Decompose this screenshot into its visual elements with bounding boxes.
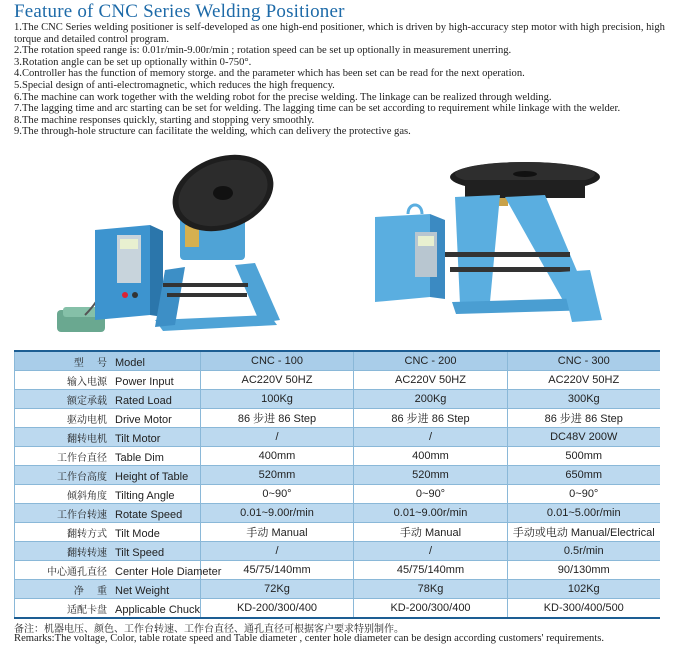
table-cell: 520mm	[201, 466, 354, 485]
table-cell: 0.01~9.00r/min	[201, 504, 354, 523]
table-cell: 520mm	[354, 466, 508, 485]
table-cell: AC220V 50HZ	[508, 371, 660, 390]
feature-item: 3.Rotation angle can be set up optionally within 0-750°.	[14, 56, 252, 68]
row-label-zh: 驱动电机	[67, 414, 107, 426]
row-label-en: Drive Motor	[115, 413, 172, 426]
feature-item: 7.The lagging time and arc starting can be set for welding. The lagging time can be set according to requirement while linkage with the welder.	[14, 103, 621, 115]
table-cell: /	[201, 542, 354, 561]
table-cell: 102Kg	[508, 580, 660, 599]
remarks-text: Remarks:The voltage, Color, table rotate speed and Table diameter , center hole diameter can be design according customers' requirements.	[14, 633, 605, 644]
table-cell: /	[354, 428, 508, 447]
row-label-en: Tilting Angle	[115, 489, 175, 502]
table-cell: 45/75/140mm	[354, 561, 508, 580]
feature-item: 1.The CNC Series welding positioner is self-developed as one high-end positioner, which is driven by high-accuracy step motor with high precision, high torque and detailed control program.	[14, 22, 665, 45]
note-chinese: 备注：机器电压、颜色、工作台转速、工作台直径、通孔直径可根据客户要求特别制作。	[14, 624, 404, 635]
row-label	[15, 523, 201, 542]
row-label	[15, 371, 201, 390]
row-label-en: Tilt Speed	[115, 546, 165, 559]
row-label	[15, 542, 201, 561]
row-label	[15, 580, 201, 599]
row-label-zh: 翻转转速	[67, 547, 107, 559]
table-cell: DC48V 200W	[508, 428, 660, 447]
table-cell: 500mm	[508, 447, 660, 466]
table-row	[15, 561, 660, 580]
row-label-en: Table Dim	[115, 451, 164, 464]
row-label	[15, 485, 201, 504]
row-label-en: Net Weight	[115, 584, 170, 597]
table-cell: 0~90°	[508, 485, 660, 504]
row-label	[15, 351, 201, 371]
table-row	[15, 447, 660, 466]
table-row	[15, 409, 660, 428]
table-cell: 400mm	[201, 447, 354, 466]
spec-table	[14, 350, 660, 619]
table-cell: 200Kg	[354, 390, 508, 409]
row-label-en: Rated Load	[115, 394, 172, 407]
row-label-zh: 工作台转速	[57, 509, 107, 521]
row-label-en: Center Hole Diameter	[115, 565, 222, 578]
table-cell: 45/75/140mm	[201, 561, 354, 580]
row-label-zh: 翻转电机	[67, 433, 107, 445]
row-label-zh: 工作台直径	[57, 452, 107, 464]
row-label-zh: 输入电源	[67, 376, 107, 388]
table-cell: 90/130mm	[508, 561, 660, 580]
row-label-en: Height of Table	[115, 470, 189, 483]
row-label	[15, 447, 201, 466]
positioner-image-left	[55, 155, 305, 350]
row-label-en: Tilt Mode	[115, 527, 160, 540]
table-cell: 86 步进 86 Step	[354, 409, 508, 428]
table-cell: 72Kg	[201, 580, 354, 599]
table-row	[15, 351, 660, 371]
table-cell: 0.01~9.00r/min	[354, 504, 508, 523]
table-cell: 0.5r/min	[508, 542, 660, 561]
row-label	[15, 390, 201, 409]
feature-item: 2.The rotation speed range is: 0.01r/min-9.00r/min ; rotation speed can be set up optionally in measurement unerring.	[14, 45, 512, 57]
row-label-zh: 中心通孔直径	[47, 566, 107, 578]
row-label	[15, 428, 201, 447]
table-cell: 650mm	[508, 466, 660, 485]
table-row	[15, 523, 660, 542]
table-row	[15, 466, 660, 485]
row-label-zh: 翻转方式	[67, 528, 107, 540]
table-cell: 400mm	[354, 447, 508, 466]
table-cell: 手动或电动 Manual/Electrical	[508, 523, 660, 542]
row-label-en: Tilt Motor	[115, 432, 161, 445]
table-cell: 手动 Manual	[201, 523, 354, 542]
table-cell: /	[201, 428, 354, 447]
table-cell: CNC - 200	[354, 351, 508, 371]
table-cell: 300Kg	[508, 390, 660, 409]
table-cell: KD-200/300/400	[354, 599, 508, 619]
table-cell: 0~90°	[201, 485, 354, 504]
row-label-en: Power Input	[115, 375, 174, 388]
table-row	[15, 390, 660, 409]
row-label-en: Rotate Speed	[115, 508, 183, 521]
table-cell: CNC - 100	[201, 351, 354, 371]
row-label-en: Applicable Chuck	[115, 603, 200, 616]
table-cell: 86 步进 86 Step	[508, 409, 660, 428]
table-cell: 86 步进 86 Step	[201, 409, 354, 428]
feature-item: 8.The machine responses quickly, starting and stopping very smoothly.	[14, 114, 315, 126]
row-label	[15, 561, 222, 580]
feature-list	[14, 22, 676, 138]
table-row	[15, 580, 660, 599]
feature-item: 6.The machine can work together with the welding robot for the precise welding. The linkage can be realized through welding.	[14, 91, 552, 103]
row-label	[15, 409, 201, 428]
positioner-image-right	[360, 152, 610, 347]
row-label-zh: 适配卡盘	[67, 604, 107, 616]
product-photos	[0, 150, 681, 350]
table-cell: 手动 Manual	[354, 523, 508, 542]
table-cell: /	[354, 542, 508, 561]
row-label-zh: 工作台高度	[57, 471, 107, 483]
table-cell: KD-200/300/400	[201, 599, 354, 619]
table-row	[15, 428, 660, 447]
row-label	[15, 599, 201, 619]
page-title: Feature of CNC Series Welding Positioner	[14, 1, 345, 22]
table-cell: 78Kg	[354, 580, 508, 599]
row-label-zh: 型 号	[73, 357, 107, 369]
feature-item: 4.Controller has the function of memory storge. and the parameter which has been set can be read for the next operation.	[14, 68, 525, 80]
table-row	[15, 542, 660, 561]
table-row	[15, 485, 660, 504]
table-cell: 0~90°	[354, 485, 508, 504]
table-row	[15, 504, 660, 523]
table-row	[15, 371, 660, 390]
table-cell: KD-300/400/500	[508, 599, 660, 619]
row-label	[15, 504, 201, 523]
row-label-en: Model	[115, 356, 145, 369]
feature-item: 5.Special design of anti-electromagnetic, which reduces the high frequency.	[14, 79, 335, 91]
row-label	[15, 466, 201, 485]
feature-item: 9.The through-hole structure can facilitate the welding, which can delivery the protective gas.	[14, 126, 411, 138]
row-label-zh: 额定承载	[67, 395, 107, 407]
table-cell: CNC - 300	[508, 351, 660, 371]
table-cell: AC220V 50HZ	[354, 371, 508, 390]
table-cell: 0.01~5.00r/min	[508, 504, 660, 523]
table-cell: 100Kg	[201, 390, 354, 409]
table-row	[15, 599, 660, 619]
table-cell: AC220V 50HZ	[201, 371, 354, 390]
row-label-zh: 倾斜角度	[67, 490, 107, 502]
row-label-zh: 净 重	[73, 585, 107, 597]
